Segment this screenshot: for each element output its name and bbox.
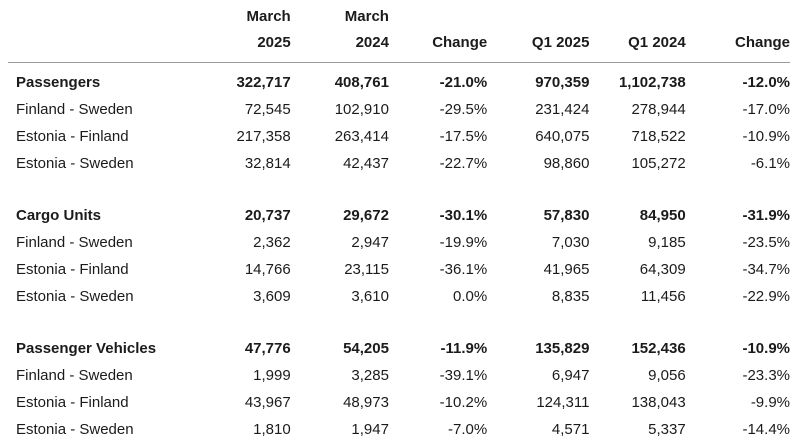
cell-q1-2024: 152,436 (631, 340, 686, 357)
cell-q1-2025: 41,965 (543, 261, 590, 278)
cell-q1-2025: 124,311 (536, 394, 590, 411)
table-row-passengers (8, 63, 790, 97)
cell-march-2024: 3,610 (351, 288, 389, 305)
table-row-cargo-units (8, 202, 790, 229)
cell-q1-2024: 5,337 (648, 421, 686, 438)
cell-march-2024: 23,115 (344, 261, 389, 278)
cell-change-month: -29.5% (439, 101, 488, 118)
cell-march-2024: 408,761 (334, 74, 389, 91)
table-row (8, 389, 790, 416)
table-row-passenger-vehicles (8, 335, 790, 362)
cell-q1-2024: 9,056 (648, 367, 686, 384)
cell-march-2024: 48,973 (343, 394, 389, 411)
header-q1-2025: Q1 2025 (487, 29, 589, 63)
header-change-quarter: Change (686, 29, 790, 63)
cell-q1-2025: 8,835 (551, 288, 590, 305)
header-change-month: Change (389, 29, 487, 63)
cell-q1-2024: 1,102,738 (618, 74, 686, 91)
header-q1-2025-top (487, 0, 589, 29)
cell-change-month: -10.2% (439, 394, 488, 411)
row-label: Cargo Units (16, 207, 102, 224)
header-change2-top (686, 0, 790, 29)
cell-q1-2025: 231,424 (535, 101, 590, 118)
row-label: Estonia - Finland (16, 128, 129, 145)
cell-q1-2025: 98,860 (543, 155, 590, 172)
table-header (8, 0, 790, 63)
cell-change-quarter: -14.4% (742, 421, 790, 438)
row-label: Estonia - Sweden (16, 288, 134, 305)
cell-march-2025: 32,814 (244, 155, 291, 172)
cell-change-quarter: -10.9% (742, 340, 790, 357)
row-label: Estonia - Finland (16, 394, 129, 411)
header-q1-2024-top (589, 0, 685, 29)
cell-march-2025: 72,545 (244, 101, 291, 118)
table-row (8, 256, 790, 283)
cell-change-month: 0.0% (453, 288, 488, 305)
cell-change-quarter: -9.9% (750, 394, 790, 411)
cell-q1-2024: 138,043 (631, 394, 686, 411)
header-empty-cell (8, 0, 209, 29)
cell-q1-2025: 7,030 (551, 234, 590, 251)
cell-q1-2025: 4,571 (551, 421, 590, 438)
header-change1-top (389, 0, 487, 29)
header-march-2025: 2025 (209, 29, 291, 63)
header-row-line2 (8, 29, 790, 63)
cell-march-2025: 20,737 (244, 207, 291, 224)
row-label: Estonia - Sweden (16, 155, 134, 172)
cell-q1-2025: 57,830 (543, 207, 590, 224)
cell-march-2025: 3,609 (253, 288, 291, 305)
header-empty-cell (8, 29, 209, 63)
cell-change-month: -7.0% (448, 421, 488, 438)
cell-march-2025: 14,766 (244, 261, 291, 278)
table-body (8, 63, 790, 443)
cell-change-quarter: -22.9% (742, 288, 790, 305)
cell-change-quarter: -23.3% (742, 367, 790, 384)
row-label: Finland - Sweden (16, 234, 133, 251)
cell-march-2024: 3,285 (351, 367, 389, 384)
cell-march-2025: 1,810 (253, 421, 291, 438)
cell-march-2024: 29,672 (343, 207, 389, 224)
cell-change-quarter: -23.5% (742, 234, 790, 251)
header-march-2024: 2024 (291, 29, 389, 63)
cell-change-month: -17.5% (439, 128, 488, 145)
cell-change-quarter: -6.1% (750, 155, 790, 172)
cell-change-month: -30.1% (439, 207, 488, 224)
section-spacer (8, 310, 790, 335)
cell-march-2024: 1,947 (351, 421, 389, 438)
cell-q1-2025: 135,829 (535, 340, 590, 357)
cell-change-month: -22.7% (439, 155, 488, 172)
cell-q1-2025: 970,359 (535, 74, 590, 91)
row-label: Passengers (16, 74, 101, 91)
cell-q1-2025: 640,075 (535, 128, 590, 145)
cell-q1-2024: 278,944 (631, 101, 686, 118)
table-row (8, 123, 790, 150)
header-row-line1 (8, 0, 790, 29)
table-row (8, 362, 790, 389)
row-label: Finland - Sweden (16, 367, 133, 384)
row-label: Estonia - Sweden (16, 421, 134, 438)
cell-march-2025: 322,717 (236, 74, 291, 91)
header-march-2025-top: March (246, 8, 291, 25)
cell-change-quarter: -34.7% (742, 261, 790, 278)
row-label: Passenger Vehicles (16, 340, 157, 357)
cell-change-quarter: -12.0% (742, 74, 790, 91)
row-label: Estonia - Finland (16, 261, 129, 278)
cell-change-month: -39.1% (439, 367, 488, 384)
table-row (8, 283, 790, 310)
cell-q1-2024: 718,522 (631, 128, 686, 145)
cell-change-month: -11.9% (440, 340, 488, 357)
cell-march-2025: 2,362 (253, 234, 291, 251)
cell-q1-2024: 84,950 (639, 207, 686, 224)
cell-march-2025: 1,999 (253, 367, 291, 384)
table-row (8, 150, 790, 177)
cell-march-2025: 217,358 (236, 128, 291, 145)
cell-q1-2024: 64,309 (639, 261, 686, 278)
cell-march-2024: 2,947 (351, 234, 389, 251)
cell-march-2025: 47,776 (244, 340, 291, 357)
cell-q1-2024: 9,185 (648, 234, 686, 251)
cell-change-quarter: -31.9% (742, 207, 790, 224)
cell-q1-2025: 6,947 (551, 367, 590, 384)
cell-march-2024: 54,205 (343, 340, 389, 357)
table-row (8, 416, 790, 443)
cell-march-2024: 102,910 (334, 101, 389, 118)
row-label: Finland - Sweden (16, 101, 133, 118)
table-row (8, 229, 790, 256)
cell-change-month: -19.9% (439, 234, 488, 251)
section-spacer (8, 177, 790, 202)
cell-change-quarter: -17.0% (742, 101, 790, 118)
cell-march-2024: 263,414 (334, 128, 389, 145)
cell-change-quarter: -10.9% (742, 128, 790, 145)
traffic-statistics-table (8, 0, 790, 443)
table-row (8, 96, 790, 123)
cell-change-month: -36.1% (439, 261, 488, 278)
cell-q1-2024: 105,272 (631, 155, 686, 172)
cell-q1-2024: 11,456 (640, 288, 686, 305)
cell-change-month: -21.0% (439, 74, 488, 91)
cell-march-2024: 42,437 (343, 155, 389, 172)
header-q1-2024: Q1 2024 (589, 29, 685, 63)
cell-march-2025: 43,967 (244, 394, 291, 411)
header-march-2024-top: March (344, 8, 389, 25)
